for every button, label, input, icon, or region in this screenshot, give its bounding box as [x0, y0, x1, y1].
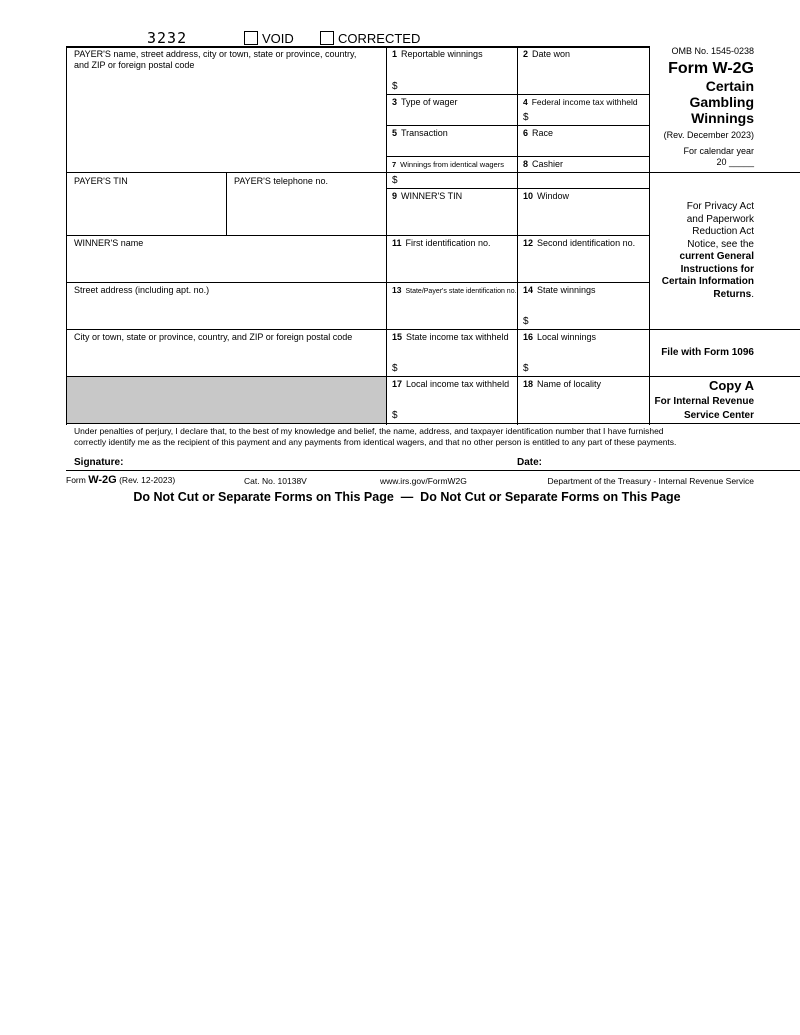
box-7-dollar: $ [392, 175, 398, 186]
box-11-label: 11 First identification no. [392, 238, 491, 248]
box-7-label: 7 Winnings from identical wagers [392, 160, 504, 169]
calendar-year-field[interactable]: 20 _____ [716, 157, 754, 167]
box-11-field[interactable] [388, 251, 516, 281]
box-3-field[interactable] [388, 109, 516, 124]
box-6-field[interactable] [519, 140, 648, 155]
void-checkbox[interactable] [244, 31, 294, 46]
payer-name-label: PAYER'S name, street address, city or town, state or province, country, and ZIP or foreign postal code [74, 49, 357, 70]
box-17-field[interactable] [388, 392, 516, 422]
box-1-label: 1 Reportable winnings [392, 49, 483, 59]
box-13-field[interactable] [388, 298, 516, 328]
box-9-field[interactable] [388, 204, 516, 234]
box-9-label: 9 WINNER'S TIN [392, 191, 463, 201]
winner-city-label: City or town, state or province, country, and ZIP or foreign postal code [74, 332, 353, 342]
box-5-label: 5 Transaction [392, 128, 448, 138]
privacy-notice: For Privacy Act and Paperwork Reduction Act Notice, see the current General Instructions for Certain Information Returns. [661, 201, 754, 300]
box-17-dollar: $ [392, 410, 398, 421]
payer-tin-field[interactable] [68, 190, 224, 233]
payer-phone-label: PAYER'S telephone no. [234, 176, 328, 186]
winner-street-label: Street address (including apt. no.) [74, 285, 210, 295]
box-14-field[interactable] [519, 298, 648, 328]
box-7-field[interactable] [388, 172, 516, 187]
box-1-field[interactable] [388, 62, 516, 93]
do-not-cut-notice: Do Not Cut or Separate Forms on This Page — Do Not Cut or Separate Forms on This Page [133, 490, 681, 504]
payer-tin-label: PAYER'S TIN [74, 176, 128, 186]
payer-phone-field[interactable] [228, 190, 384, 233]
revision-date: (Rev. December 2023) [663, 130, 754, 140]
box-15-label: 15 State income tax withheld [392, 332, 509, 342]
box-1-dollar: $ [392, 81, 398, 92]
copy-label: Copy A [708, 378, 754, 393]
box-5-field[interactable] [388, 140, 516, 155]
date-label: Date: [517, 457, 543, 468]
void-label: VOID [262, 31, 294, 46]
shaded-area [67, 377, 386, 423]
footer-dept: Department of the Treasury - Internal Revenue Service [547, 476, 754, 486]
form-code: 3232 [147, 29, 188, 47]
box-18-field[interactable] [519, 392, 648, 422]
box-16-dollar: $ [523, 363, 529, 374]
form-title: Form W-2G [668, 60, 754, 77]
box-16-field[interactable] [519, 345, 648, 375]
box-4-label: 4 Federal income tax withheld [523, 97, 638, 107]
footer-form-id: Form W-2G (Rev. 12-2023) [66, 474, 176, 486]
winner-name-field[interactable] [68, 252, 384, 280]
box-15-dollar: $ [392, 363, 398, 374]
box-3-label: 3 Type of wager [392, 97, 458, 107]
box-18-label: 18 Name of locality [523, 379, 602, 389]
signature-label: Signature: [74, 457, 124, 468]
omb-number: OMB No. 1545-0238 [671, 46, 754, 56]
calendar-year-label: For calendar year [683, 146, 754, 156]
box-14-dollar: $ [523, 316, 529, 327]
corrected-checkbox[interactable] [320, 31, 420, 46]
perjury-statement: Under penalties of perjury, I declare that, to the best of my knowledge and belief, the name, address, and taxpayer identification number that I have furnished correctly identify me as the recipient of this payment and any payments from identical wagers, and that no other person is entitled to any part of these payments. [74, 426, 677, 447]
box-4-field[interactable] [519, 109, 648, 124]
box-10-field[interactable] [519, 204, 648, 234]
winner-city-field[interactable] [68, 346, 384, 374]
box-10-label: 10 Window [523, 191, 570, 201]
box-8-field[interactable] [519, 172, 648, 187]
footer-url: www.irs.gov/FormW2G [380, 476, 467, 486]
payer-name-field[interactable] [68, 74, 384, 170]
footer-cat-no: Cat. No. 10138V [244, 476, 307, 486]
box-15-field[interactable] [388, 345, 516, 375]
date-field[interactable] [548, 453, 748, 469]
box-13-label: 13 State/Payer's state identification no. [392, 285, 517, 295]
box-16-label: 16 Local winnings [523, 332, 597, 342]
copy-for: For Internal Revenue Service Center [654, 396, 754, 421]
signature-field[interactable] [130, 453, 510, 469]
form-subtitle: Certain Gambling Winnings [689, 78, 754, 126]
box-17-label: 17 Local income tax withheld [392, 379, 510, 389]
void-box[interactable] [244, 31, 258, 45]
box-14-label: 14 State winnings [523, 285, 596, 295]
corrected-box[interactable] [320, 31, 334, 45]
corrected-label: CORRECTED [338, 31, 421, 46]
winner-name-label: WINNER'S name [74, 238, 144, 248]
file-with-label: File with Form 1096 [661, 347, 754, 358]
box-12-field[interactable] [519, 251, 648, 281]
box-12-label: 12 Second identification no. [523, 238, 636, 248]
box-8-label: 8 Cashier [523, 159, 564, 169]
box-2-label: 2 Date won [523, 49, 571, 59]
box-4-dollar: $ [523, 112, 529, 123]
box-2-field[interactable] [519, 62, 648, 93]
winner-street-field[interactable] [68, 299, 384, 327]
box-6-label: 6 Race [523, 128, 554, 138]
